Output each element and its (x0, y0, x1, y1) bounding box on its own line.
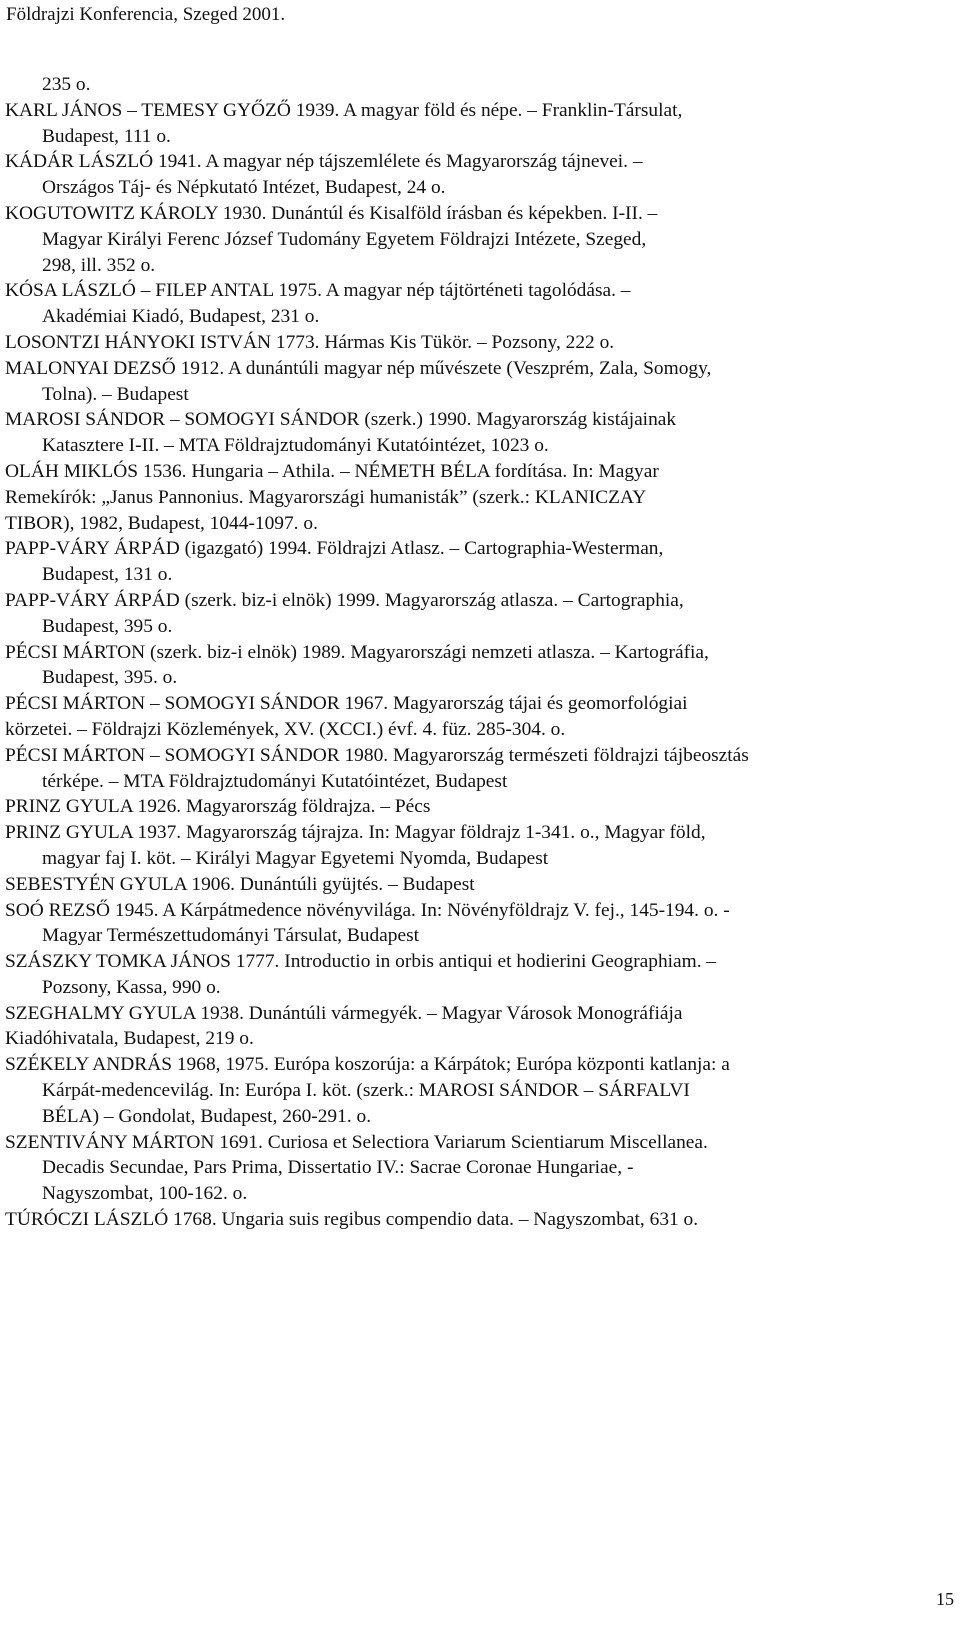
bibliography-line: PRINZ GYULA 1926. Magyarország földrajza. – Pécs (5, 796, 431, 818)
bibliography-line: körzetei. – Földrajzi Közlemények, XV. (XCCI.) évf. 4. füz. 285-304. o. (5, 718, 566, 740)
bibliography-line: Kiadóhivatala, Budapest, 219 o. (5, 1028, 254, 1050)
bibliography-line: Országos Táj- és Népkutató Intézet, Budapest, 24 o. (42, 177, 446, 199)
bibliography-line: SEBESTYÉN GYULA 1906. Dunántúli gyüjtés. – Budapest (5, 873, 475, 895)
bibliography-line: KÁDÁR LÁSZLÓ 1941. A magyar nép tájszemlélete és Magyarország tájnevei. – (5, 151, 643, 173)
bibliography-line: TIBOR), 1982, Budapest, 1044-1097. o. (5, 512, 318, 534)
bibliography-line: KOGUTOWITZ KÁROLY 1930. Dunántúl és Kisalföld írásban és képekben. I-II. – (5, 202, 658, 224)
bibliography-line: KARL JÁNOS – TEMESY GYŐZŐ 1939. A magyar föld és népe. – Franklin-Társulat, (5, 99, 683, 121)
bibliography-line: SOÓ REZSŐ 1945. A Kárpátmedence növényvilága. In: Növényföldrajz V. fej., 145-194. o. - (5, 899, 730, 921)
bibliography-line: magyar faj I. köt. – Királyi Magyar Egyetemi Nyomda, Budapest (42, 847, 549, 869)
bibliography-line: SZÁSZKY TOMKA JÁNOS 1777. Introductio in orbis antiqui et hodierini Geographiam. – (5, 951, 717, 973)
bibliography-line: Budapest, 395 o. (42, 615, 173, 637)
bibliography-line: Kárpát-medencevilág. In: Európa I. köt. (szerk.: MAROSI SÁNDOR – SÁRFALVI (42, 1080, 690, 1102)
bibliography-line: PÉCSI MÁRTON – SOMOGYI SÁNDOR 1980. Magyarország természeti földrajzi tájbeosztás (5, 744, 749, 766)
running-header: Földrajzi Konferencia, Szeged 2001. (6, 4, 286, 25)
bibliography-line: KÓSA LÁSZLÓ – FILEP ANTAL 1975. A magyar nép tájtörténeti tagolódása. – (5, 280, 631, 302)
bibliography-line: OLÁH MIKLÓS 1536. Hungaria – Athila. – NÉMETH BÉLA fordítása. In: Magyar (5, 460, 659, 482)
bibliography-line: Magyar Királyi Ferenc József Tudomány Egyetem Földrajzi Intézete, Szeged, (42, 228, 647, 250)
bibliography-line: BÉLA) – Gondolat, Budapest, 260-291. o. (42, 1105, 372, 1127)
bibliography-line: SZEGHALMY GYULA 1938. Dunántúli vármegyék. – Magyar Városok Monográfiája (5, 1002, 683, 1024)
bibliography-line: 298, ill. 352 o. (42, 254, 156, 276)
bibliography-line: Pozsony, Kassa, 990 o. (42, 976, 221, 998)
page-number: 15 (936, 1589, 954, 1609)
bibliography-line: PÉCSI MÁRTON (szerk. biz-i elnök) 1989. Magyarországi nemzeti atlasza. – Kartográfia, (5, 641, 709, 663)
bibliography-line: PÉCSI MÁRTON – SOMOGYI SÁNDOR 1967. Magyarország tájai és geomorfológiai (5, 693, 688, 715)
bibliography-line: Remekírók: „Janus Pannonius. Magyarországi humanisták” (szerk.: KLANICZAY (5, 486, 647, 508)
bibliography-line: TÚRÓCZI LÁSZLÓ 1768. Ungaria suis regibus compendio data. – Nagyszombat, 631 o. (5, 1209, 699, 1231)
bibliography-line: Decadis Secundae, Pars Prima, Dissertatio IV.: Sacrae Coronae Hungariae, - (42, 1157, 634, 1179)
bibliography-list (5, 72, 955, 1233)
bibliography-line: Magyar Természettudományi Társulat, Budapest (42, 925, 420, 947)
bibliography-line: MAROSI SÁNDOR – SOMOGYI SÁNDOR (szerk.) 1990. Magyarország kistájainak (5, 409, 677, 431)
bibliography-line: Tolna). – Budapest (42, 383, 189, 405)
bibliography-line: Budapest, 111 o. (42, 125, 171, 147)
bibliography-line: térképe. – MTA Földrajztudományi Kutatóintézet, Budapest (42, 770, 508, 792)
bibliography-line: MALONYAI DEZSŐ 1912. A dunántúli magyar nép művészete (Veszprém, Zala, Somogy, (5, 357, 712, 379)
bibliography-line: SZÉKELY ANDRÁS 1968, 1975. Európa koszorúja: a Kárpátok; Európa központi katlanja: a (5, 1054, 730, 1076)
bibliography-line: PAPP-VÁRY ÁRPÁD (igazgató) 1994. Földrajzi Atlasz. – Cartographia-Westerman, (5, 538, 664, 560)
bibliography-line: PRINZ GYULA 1937. Magyarország tájrajza. In: Magyar földrajz 1-341. o., Magyar föld, (5, 822, 706, 844)
bibliography-line: PAPP-VÁRY ÁRPÁD (szerk. biz-i elnök) 1999. Magyarország atlasza. – Cartographia, (5, 589, 684, 611)
bibliography-line: SZENTIVÁNY MÁRTON 1691. Curiosa et Selectiora Variarum Scientiarum Miscellanea. (5, 1131, 708, 1153)
bibliography-line: Budapest, 395. o. (42, 667, 178, 689)
bibliography-line: Nagyszombat, 100-162. o. (42, 1183, 248, 1205)
bibliography-line: LOSONTZI HÁNYOKI ISTVÁN 1773. Hármas Kis Tükör. – Pozsony, 222 o. (5, 331, 615, 353)
bibliography-line: 235 o. (42, 74, 91, 95)
bibliography-line: Katasztere I-II. – MTA Földrajztudományi Kutatóintézet, 1023 o. (42, 435, 549, 457)
bibliography-line: Akadémiai Kiadó, Budapest, 231 o. (42, 306, 320, 328)
bibliography-line: Budapest, 131 o. (42, 564, 173, 586)
